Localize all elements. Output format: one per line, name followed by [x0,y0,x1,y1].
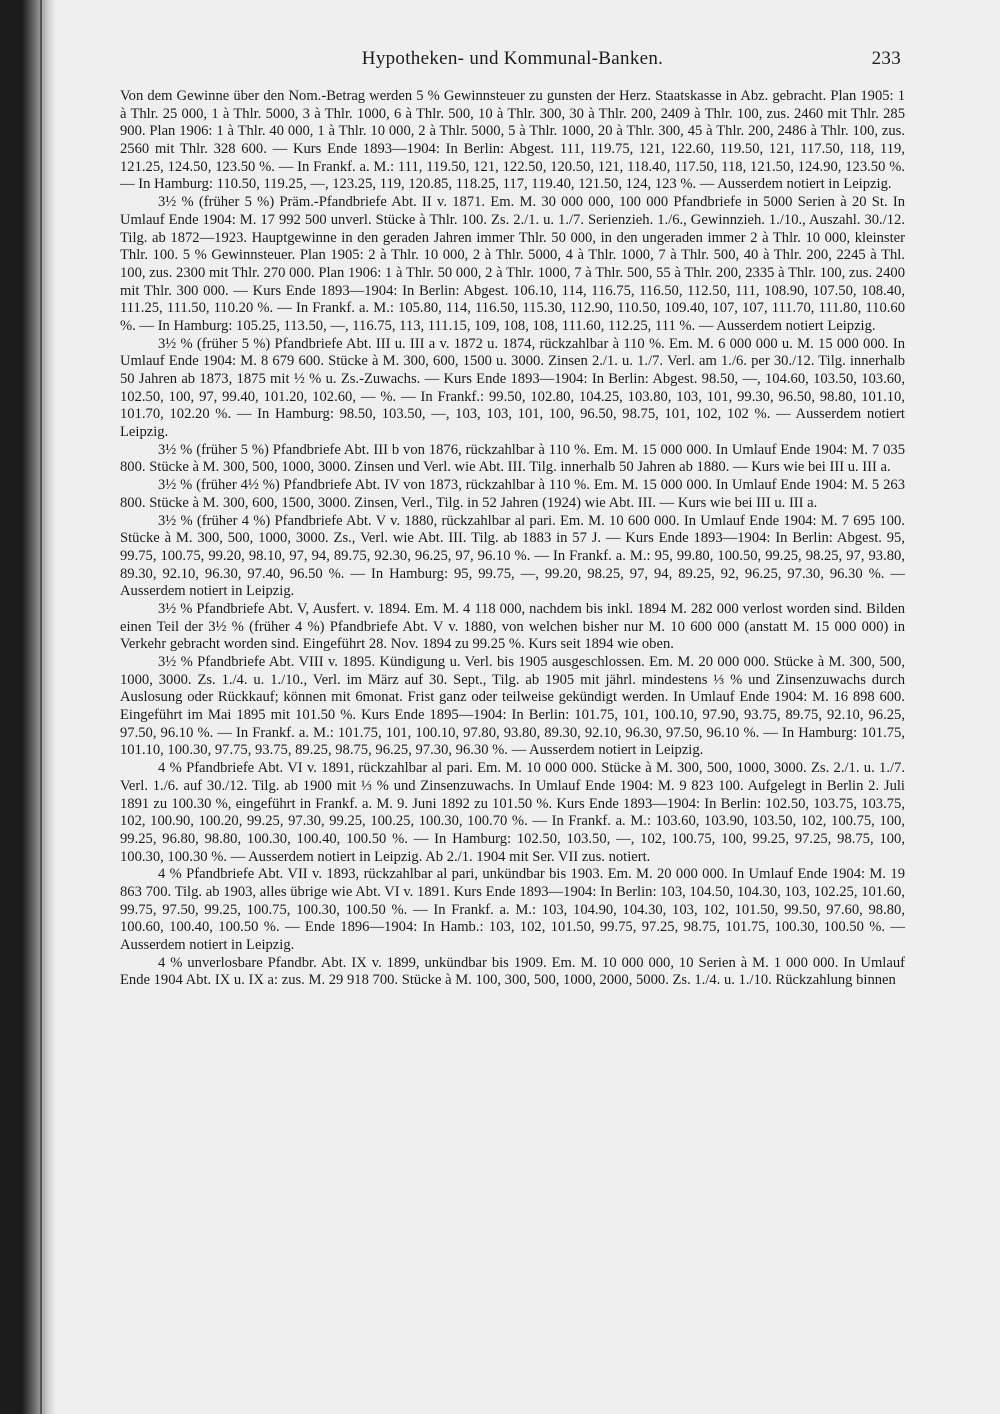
page-number: 233 [871,48,901,69]
paragraph-abt-vii: 4 % Pfandbriefe Abt. VII v. 1893, rückzahlbar al pari, unkündbar bis 1903. Em. M. 20 000 000. In Umlauf Ende 1904: M. 19 863 700. Tilg. ab 1903, alles übrige wie Abt. VI v. 1891. Kurs Ende 1893—1904: In Berlin: 103, 104.50, 104.30, 103, 102.25, 101.60, 99.75, 97.50, 99.25, 100.75, 100.30, 100.50 %. — In Frankf. a. M.: 103, 104.90, 104.30, 103, 102, 101.50, 99.50, 97.60, 98.80, 100.60, 100.40, 100.50 %. — Ende 1896—1904: In Hamb.: 103, 102, 101.50, 99.75, 97.25, 98.75, 101.75, 100.30, 100.50 %. — Ausserdem notiert in Leipzig. [120,866,905,953]
paragraph-gewinn-plan: Von dem Gewinne über den Nom.-Betrag werden 5 % Gewinnsteuer zu gunsten der Herz. Staatskasse in Abz. gebracht. Plan 1905: 1 à Thlr. 25 000, 1 à Thlr. 5000, 3 à Thlr. 1000, 6 à Thlr. 500, 10 à Thlr. 300, 30 à Thlr. 200, 2409 à Thlr. 100, zus. 2460 mit Thlr. 285 900. Plan 1906: 1 à Thlr. 40 000, 1 à Thlr. 10 000, 2 à Thlr. 5000, 5 à Thlr. 1000, 20 à Thlr. 300, 45 à Thlr. 200, 2486 à Thlr. 100, zus. 2560 mit Thlr. 328 600. — Kurs Ende 1893—1904: In Berlin: Abgest. 111, 119.75, 121, 122.60, 119.50, 121, 117.50, 118, 119, 121.25, 124.50, 123.50 %. — In Frankf. a. M.: 111, 119.50, 121, 122.50, 120.50, 121, 118.40, 117.50, 118, 121.50, 124.90, 123.50 %. — In Hamburg: 110.50, 119.25, —, 123.25, 119, 120.85, 118.25, 117, 119.40, 121.50, 124, 123 %. — Ausserdem notiert in Leipzig. [120,88,905,193]
paragraph-abt-v-1894: 3½ % Pfandbriefe Abt. V, Ausfert. v. 1894. Em. M. 4 118 000, nachdem bis inkl. 1894 M. 282 000 verlost worden sind. Bilden einen Teil der 3½ % (früher 4 %) Pfandbriefe Abt. V v. 1880, von welchen bisher nur M. 10 600 000 (anstatt M. 15 000 000) in Verkehr gebracht worden sind. Eingeführt 28. Nov. 1894 zu 99.25 %. Kurs seit 1894 wie oben. [120,600,905,653]
paragraph-abt-vi: 4 % Pfandbriefe Abt. VI v. 1891, rückzahlbar al pari. Em. M. 10 000 000. Stücke à M. 300, 500, 1000, 3000. Zs. 2./1. u. 1./7. Verl. 1./6. auf 30./12. Tilg. ab 1900 mit ⅓ % und Zinsenzuwachs. In Umlauf Ende 1904: M. 9 823 100. Aufgelegt in Berlin 2. Juli 1891 zu 100.30 %, eingeführt in Frankf. a. M. 9. Juni 1892 zu 101.50 %. Kurs Ende 1893—1904: In Berlin: 102.50, 103.75, 103.75, 102, 100.90, 100.20, 99.25, 97.30, 99.25, 100.25, 100.30, 100.70 %. — In Frankf. a. M.: 103.60, 103.90, 103.50, 102, 100.75, 100, 99.25, 96.80, 98.80, 100.30, 100.40, 100.50 %. — In Hamburg: 102.50, 103.50, —, 102, 100.75, 100, 99.25, 97.25, 98.75, 100, 100.30, 100.30 %. — Ausserdem notiert in Leipzig. Ab 2./1. 1904 mit Ser. VII zus. notiert. [120,760,905,865]
paragraph-abt-v: 3½ % (früher 4 %) Pfandbriefe Abt. V v. 1880, rückzahlbar al pari. Em. M. 10 600 000. In Umlauf Ende 1904: M. 7 695 100. Stücke à M. 300, 500, 1000, 3000. Zs., Verl. wie Abt. III. Tilg. ab 1883 in 57 J. — Kurs Ende 1893—1904: In Berlin: Abgest. 95, 99.75, 100.75, 99.20, 98.10, 97, 94, 89.75, 92.30, 96.25, 97, 96.10 %. — In Frankf. a. M.: 95, 99.80, 100.50, 99.25, 98.25, 97, 93.80, 89.30, 92.10, 96.30, 97.40, 96.50 %. — In Hamburg: 95, 99.75, —, 99.20, 98.25, 97, 94, 89.25, 92, 96.25, 97.30, 96.30 %. — Ausserdem notiert in Leipzig. [120,512,905,600]
paragraph-abt-iii: 3½ % (früher 5 %) Pfandbriefe Abt. III u. III a v. 1872 u. 1874, rückzahlbar à 110 %. Em. M. 6 000 000 u. M. 15 000 000. In Umlauf Ende 1904: M. 8 679 600. Stücke à M. 300, 600, 1500 u. 3000. Zinsen 2./1. u. 1./7. Verl. am 1./6. per 30./12. Tilg. innerhalb 50 Jahren ab 1873, 1875 mit ½ % u. Zs.-Zuwachs. — Kurs Ende 1893—1904: In Berlin: Abgest. 98.50, —, 104.60, 103.50, 103.60, 102.50, 100, 97, 99.40, 101.20, 102.60, — %. — In Frankf.: 99.50, 102.80, 104.25, 103.80, 103, 101, 99.30, 96.50, 98.80, 101.10, 101.70, 102.20 %. — In Hamburg: 98.50, 103.50, —, 103, 103, 101, 100, 96.50, 98.75, 101, 102, 102 %. — Ausserdem notiert Leipzig. [120,335,905,441]
book-binding-edge [0,0,56,1414]
running-title: Hypotheken- und Kommunal-Banken. [361,48,664,69]
paragraph-abt-viii: 3½ % Pfandbriefe Abt. VIII v. 1895. Kündigung u. Verl. bis 1905 ausgeschlossen. Em. M. 20 000 000. Stücke à M. 300, 500, 1000, 3000. Zs. 1./4. u. 1./10., Verl. im März auf 30. Sept., Tilg. ab 1905 mit jährl. mindestens ⅓ % und Zinsenzuwachs durch Auslosung oder Rückkauf; können mit 6monat. Frist ganz oder teilweise gekündigt werden. In Umlauf Ende 1904: M. 16 898 600. Eingeführt im Mai 1895 mit 101.50 %. Kurs Ende 1895—1904: In Berlin: 101.75, 101, 100.10, 97.90, 93.75, 89.75, 92.10, 96.25, 97.50, 96.10 %. — In Frankf. a. M.: 101.75, 101, 100.10, 97.80, 93.80, 89.30, 92.10, 96.30, 97.50, 96.10 %. — In Hamburg: 101.75, 101.10, 100.30, 97.75, 93.75, 89.25, 98.75, 96.25, 97.30, 96.30 %. — Ausserdem notiert in Leipzig. [120,654,905,759]
paragraph-abt-iv: 3½ % (früher 4½ %) Pfandbriefe Abt. IV von 1873, rückzahlbar à 110 %. Em. M. 15 000 000. In Umlauf Ende 1904: M. 5 263 800. Stücke à M. 300, 600, 1500, 3000. Zinsen, Verl., Tilg. in 52 Jahren (1924) wie Abt. III. — Kurs wie bei III u. III a. [120,477,905,511]
page-body [120,88,905,990]
paragraph-abt-ii: 3½ % (früher 5 %) Präm.-Pfandbriefe Abt. II v. 1871. Em. M. 30 000 000, 100 000 Pfandbriefe in 5000 Serien à 20 St. In Umlauf Ende 1904: M. 17 992 500 unverl. Stücke à Thlr. 100. Zs. 2./1. u. 1./7. Serienzieh. 1./6., Gewinnzieh. 1./10., Auszahl. 30./12. Tilg. ab 1872—1923. Hauptgewinne in den geraden Jahren immer Thlr. 50 000, in den ungeraden immer 2 à Thlr. 10 000, kleinster Thlr. 100. 5 % Gewinnsteuer. Plan 1905: 2 à Thlr. 10 000, 2 à Thlr. 5000, 4 à Thlr. 1000, 7 à Thlr. 500, 40 à Thlr. 200, 2245 à Thl. 100, zus. 2300 mit Thlr. 270 000. Plan 1906: 1 à Thlr. 50 000, 2 à Thlr. 1000, 7 à Thlr. 500, 55 à Thlr. 200, 2335 à Thlr. 100, zus. 2400 mit Thlr. 300 000. — Kurs Ende 1893—1904: In Berlin: Abgest. 106.10, 114, 116.75, 116.50, 112.50, 111, 108.90, 107.50, 108.40, 111.25, 111.50, 110.20 %. — In Frankf. a. M.: 105.80, 114, 116.50, 115.30, 112.90, 110.50, 109.40, 107, 107, 111.70, 111.80, 110.60 %. — In Hamburg: 105.25, 113.50, —, 116.75, 113, 111.15, 109, 108, 108, 111.60, 112.25, 111 %. — Ausserdem notiert Leipzig. [120,194,905,334]
paragraph-abt-iiib: 3½ % (früher 5 %) Pfandbriefe Abt. III b von 1876, rückzahlbar à 110 %. Em. M. 15 000 000. In Umlauf Ende 1904: M. 7 035 800. Stücke à M. 300, 500, 1000, 3000. Zinsen und Verl. wie Abt. III. Tilg. innerhalb 50 Jahren ab 1880. — Kurs wie bei III u. III a. [120,441,905,476]
page-header [120,44,905,80]
binding-shadow-line [40,0,42,1414]
document-page [120,44,905,990]
paragraph-abt-ix: 4 % unverlosbare Pfandbr. Abt. IX v. 1899, unkündbar bis 1909. Em. M. 10 000 000, 10 Serien à M. 1 000 000. In Umlauf Ende 1904 Abt. IX u. IX a: zus. M. 29 918 700. Stücke à M. 100, 300, 500, 1000, 2000, 5000. Zs. 1./4. u. 1./10. Rückzahlung binnen [120,954,905,989]
